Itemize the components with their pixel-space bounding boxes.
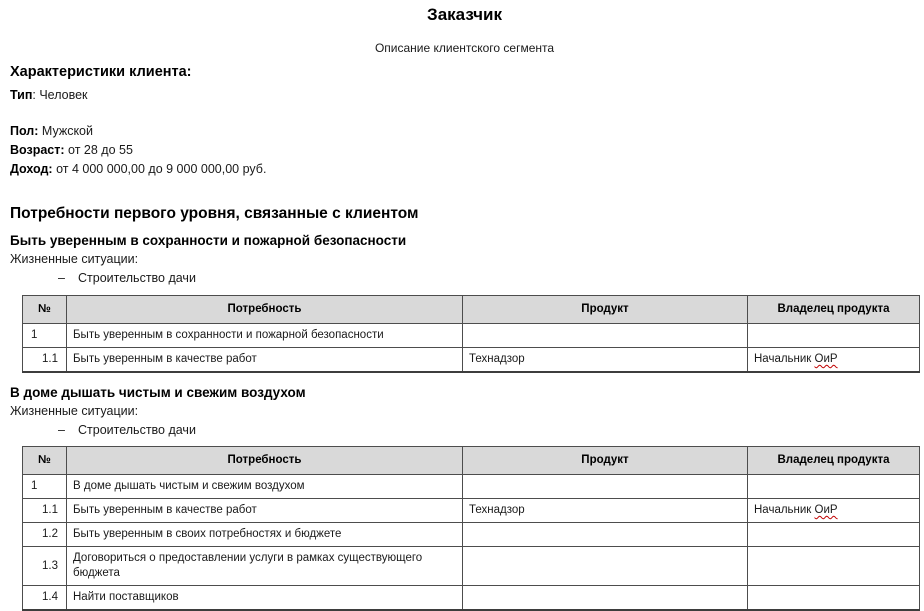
cell-need: Быть уверенным в качестве работ [67, 348, 463, 373]
owner-prefix: Начальник [754, 504, 815, 516]
field-type-value: : Человек [32, 88, 88, 102]
cell-product [463, 547, 748, 586]
situation-list-item [58, 422, 919, 438]
column-header-num: № [23, 296, 67, 324]
cell-product [463, 324, 748, 348]
cell-need: Быть уверенным в качестве работ [67, 499, 463, 523]
column-header-owner: Владелец продукта [748, 447, 920, 475]
table-row [23, 499, 920, 523]
table-row [23, 475, 920, 499]
cell-owner [748, 348, 920, 373]
cell-product [463, 523, 748, 547]
dash-bullet: – [58, 271, 65, 285]
table-header-row [23, 447, 920, 475]
column-header-owner: Владелец продукта [748, 296, 920, 324]
cell-need: В доме дышать чистым и свежим воздухом [67, 475, 463, 499]
column-header-need: Потребность [67, 447, 463, 475]
field-gender-value: Мужской [38, 124, 93, 138]
owner-prefix: Начальник [754, 353, 815, 365]
table-row [23, 324, 920, 348]
cell-num: 1.4 [23, 586, 67, 611]
table-row [23, 523, 920, 547]
table-header-row [23, 296, 920, 324]
column-header-product: Продукт [463, 296, 748, 324]
field-income-label: Доход: [10, 162, 53, 176]
cell-need: Быть уверенным в своих потребностях и бюджете [67, 523, 463, 547]
field-age [10, 142, 919, 158]
cell-num: 1.2 [23, 523, 67, 547]
situation-text: Строительство дачи [78, 423, 196, 437]
field-type-label: Тип [10, 88, 33, 102]
needs-table-2 [22, 446, 920, 611]
cell-num: 1 [23, 324, 67, 348]
cell-num: 1.1 [23, 348, 67, 373]
cell-owner [748, 324, 920, 348]
field-gender-label: Пол: [10, 124, 39, 138]
situations-label: Жизненные ситуации: [10, 404, 139, 418]
field-gender [10, 123, 919, 139]
cell-owner [748, 586, 920, 611]
cell-num: 1.1 [23, 499, 67, 523]
need-section-2 [10, 384, 919, 611]
cell-product [463, 586, 748, 611]
table-row [23, 547, 920, 586]
cell-product: Технадзор [463, 348, 748, 373]
cell-product [463, 475, 748, 499]
dash-bullet: – [58, 423, 65, 437]
cell-owner [748, 499, 920, 523]
section-heading: В доме дышать чистым и свежим воздухом [10, 385, 306, 400]
column-header-need: Потребность [67, 296, 463, 324]
column-header-product: Продукт [463, 447, 748, 475]
misspelled-word: ОиР [814, 353, 838, 365]
cell-need: Договориться о предоставлении услуги в рамках существующего бюджета [67, 547, 463, 586]
cell-product: Технадзор [463, 499, 748, 523]
column-header-num: № [23, 447, 67, 475]
field-income [10, 161, 919, 177]
cell-owner [748, 475, 920, 499]
situation-list-item [58, 270, 919, 286]
section-heading: Быть уверенным в сохранности и пожарной безопасности [10, 233, 407, 248]
situations-label: Жизненные ситуации: [10, 252, 139, 266]
table-row [23, 348, 920, 373]
need-section-1 [10, 232, 919, 373]
characteristics-heading: Характеристики клиента: [10, 64, 192, 80]
cell-need: Найти поставщиков [67, 586, 463, 611]
page-title: Заказчик [427, 5, 502, 24]
cell-owner [748, 547, 920, 586]
page-subtitle: Описание клиентского сегмента [374, 41, 555, 55]
field-age-value: от 28 до 55 [64, 143, 133, 157]
needs-table-1 [22, 295, 920, 373]
cell-num: 1 [23, 475, 67, 499]
field-age-label: Возраст: [10, 143, 65, 157]
misspelled-word: ОиР [814, 504, 838, 516]
table-row [23, 586, 920, 611]
situation-text: Строительство дачи [78, 271, 196, 285]
field-type [10, 87, 919, 103]
cell-num: 1.3 [23, 547, 67, 586]
needs-level-heading: Потребности первого уровня, связанные с клиентом [10, 205, 419, 222]
cell-owner [748, 523, 920, 547]
field-income-value: от 4 000 000,00 до 9 000 000,00 руб. [52, 162, 267, 176]
cell-need: Быть уверенным в сохранности и пожарной безопасности [67, 324, 463, 348]
